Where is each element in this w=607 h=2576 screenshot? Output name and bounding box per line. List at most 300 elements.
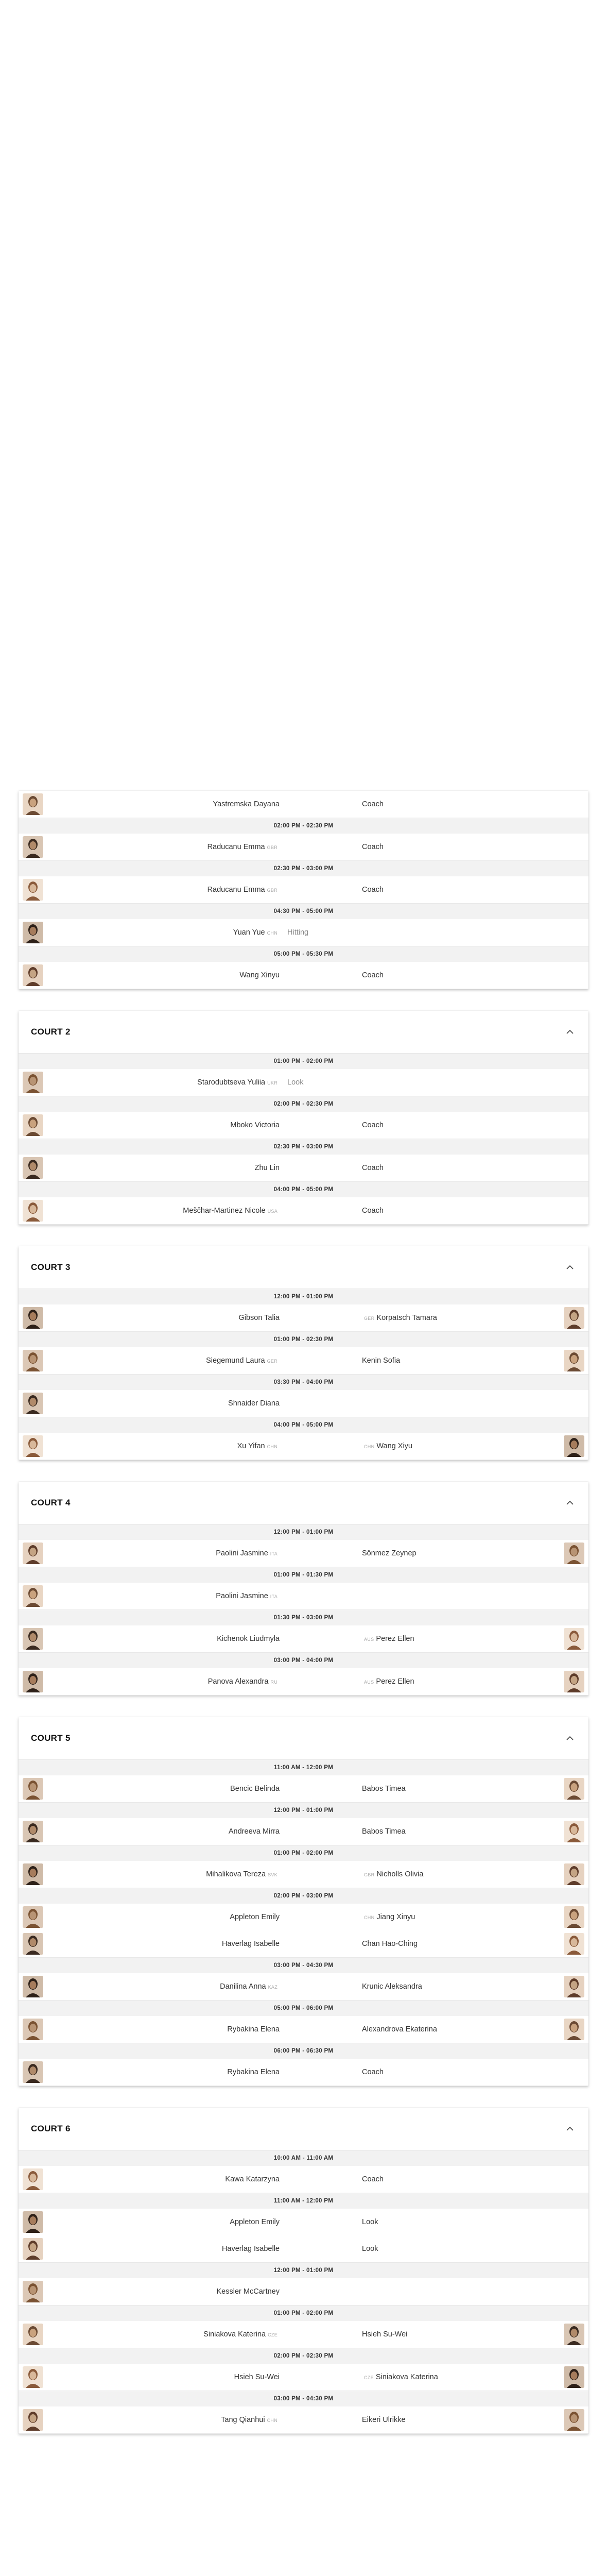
player-right[interactable]	[362, 1930, 418, 1957]
player-left[interactable]	[183, 1197, 280, 1224]
player-right[interactable]	[362, 1155, 384, 1181]
player-right[interactable]	[362, 2364, 438, 2391]
player-avatar[interactable]	[23, 1072, 43, 1093]
nationality-code: CHN	[364, 1915, 375, 1920]
nationality-code: CZE	[268, 2332, 278, 2337]
booking-line	[19, 1668, 588, 1695]
player-right[interactable]	[362, 2406, 406, 2433]
booking-row[interactable]	[19, 1973, 588, 2001]
nationality-code: SVK	[268, 1872, 278, 1877]
booking-line	[19, 2166, 588, 2193]
booking-line	[19, 834, 588, 860]
booking-row[interactable]	[19, 2209, 588, 2263]
time-slot: 02:00 PM - 02:30 PM	[19, 2348, 588, 2364]
nationality-code: CZE	[364, 2375, 374, 2380]
player-name: Kenin Sofia	[362, 1357, 401, 1365]
player-name: Raducanu Emma	[207, 886, 265, 894]
court-header[interactable]	[19, 2108, 588, 2150]
player-name: Paolini Jasmine	[216, 1592, 268, 1600]
court-header[interactable]	[19, 1011, 588, 1054]
player-right[interactable]	[362, 1304, 437, 1331]
player-avatar[interactable]	[564, 1350, 584, 1371]
player-name: Siniakova Katerina	[375, 2373, 438, 2381]
time-slot: 01:00 PM - 02:30 PM	[19, 1332, 588, 1347]
player-right[interactable]	[362, 2059, 384, 2086]
nationality-code: CHN	[267, 930, 278, 936]
player-left[interactable]	[197, 1069, 280, 1096]
player-avatar[interactable]	[23, 1114, 43, 1136]
court-card	[19, 1246, 588, 1460]
booking-row[interactable]	[19, 1069, 588, 1096]
booking-row[interactable]	[19, 1390, 588, 1417]
time-slot: 01:00 PM - 02:00 PM	[19, 1845, 588, 1861]
player-right[interactable]	[362, 1668, 414, 1695]
player-avatar[interactable]	[564, 1933, 584, 1955]
time-slot: 06:00 PM - 06:30 PM	[19, 2043, 588, 2059]
player-left[interactable]	[233, 919, 280, 946]
player-name: Tang Qianhui	[221, 2416, 265, 2424]
player-name: Coach	[362, 2068, 384, 2076]
booking-line	[19, 1390, 588, 1417]
booking-row[interactable]	[19, 791, 588, 818]
player-left[interactable]	[229, 1818, 280, 1845]
time-slot: 01:00 PM - 02:00 PM	[19, 2306, 588, 2321]
player-avatar[interactable]	[23, 2281, 43, 2302]
player-right[interactable]	[362, 1904, 415, 1930]
player-right[interactable]	[362, 791, 384, 818]
player-avatar[interactable]	[23, 1628, 43, 1650]
court-header[interactable]	[19, 1246, 588, 1289]
player-name: Nicholls Olivia	[376, 1870, 424, 1878]
player-name: Haverlag Isabelle	[221, 2245, 280, 2253]
chevron-up-icon[interactable]	[565, 1262, 575, 1273]
nationality-code: AUS	[364, 1637, 374, 1642]
nationality-code: GBR	[267, 845, 278, 850]
booking-row[interactable]	[19, 1197, 588, 1225]
player-right[interactable]	[362, 1112, 384, 1139]
time-slot: 05:00 PM - 06:00 PM	[19, 2001, 588, 2016]
booking-row[interactable]	[19, 1540, 588, 1567]
booking-line	[19, 1583, 588, 1609]
player-name: Siegemund Laura	[206, 1357, 265, 1365]
player-name: Kichenok Liudmyla	[217, 1635, 280, 1643]
time-slot: 12:00 PM - 01:00 PM	[19, 1524, 588, 1540]
player-name: Yuan Yue	[233, 928, 265, 937]
booking-line	[19, 1347, 588, 1374]
player-left[interactable]	[238, 1304, 280, 1331]
player-name: Paolini Jasmine	[216, 1549, 268, 1557]
player-name: Kawa Katarzyna	[225, 2175, 280, 2183]
booking-row[interactable]	[19, 919, 588, 946]
player-name: Hsieh Su-Wei	[234, 2373, 280, 2381]
nationality-code: UKR	[267, 1080, 278, 1086]
player-left[interactable]	[225, 2166, 280, 2193]
booking-line	[19, 1973, 588, 2000]
player-name: Coach	[362, 843, 384, 851]
court-header[interactable]	[19, 1482, 588, 1524]
booking-line	[19, 1197, 588, 1224]
player-name: Kessler McCartney	[216, 2287, 280, 2296]
player-avatar[interactable]	[564, 2366, 584, 2388]
chevron-up-icon[interactable]	[565, 2124, 575, 2134]
player-right[interactable]	[362, 876, 384, 903]
player-avatar[interactable]	[564, 1435, 584, 1457]
player-left[interactable]	[216, 1540, 280, 1567]
player-avatar[interactable]	[23, 1821, 43, 1842]
player-avatar[interactable]	[23, 1976, 43, 1997]
player-avatar[interactable]	[23, 1863, 43, 1885]
booking-row[interactable]	[19, 1433, 588, 1460]
player-name: Andreeva Mirra	[228, 1827, 280, 1836]
booking-line	[19, 962, 588, 989]
player-right[interactable]	[362, 2235, 378, 2262]
court-title: COURT 2	[31, 1027, 71, 1037]
player-avatar[interactable]	[564, 2019, 584, 2040]
player-left[interactable]	[206, 1861, 280, 1888]
player-left[interactable]	[213, 791, 280, 818]
player-name: Coach	[362, 1164, 384, 1172]
player-left[interactable]	[222, 2235, 280, 2262]
court-title: COURT 3	[31, 1262, 71, 1272]
nationality-code: USA	[267, 1209, 278, 1214]
player-left[interactable]	[217, 2278, 280, 2305]
booking-row[interactable]	[19, 1625, 588, 1653]
player-avatar[interactable]	[23, 1157, 43, 1179]
time-slot: 02:30 PM - 03:00 PM	[19, 1139, 588, 1155]
player-right[interactable]	[362, 1861, 423, 1888]
court-card	[19, 2108, 588, 2434]
player-name: Bencic Belinda	[230, 1785, 280, 1793]
player-right[interactable]	[362, 2016, 437, 2043]
booking-line	[19, 919, 588, 946]
booking-line	[19, 1433, 588, 1460]
player-left[interactable]	[239, 962, 280, 989]
player-name: Krunic Aleksandra	[362, 1982, 422, 1991]
court-card	[19, 791, 588, 989]
player-avatar[interactable]	[23, 1778, 43, 1800]
player-left[interactable]	[255, 1155, 280, 1181]
booking-row[interactable]	[19, 1304, 588, 1332]
player-right[interactable]	[362, 2209, 378, 2235]
player-name: Perez Ellen	[376, 1677, 414, 1686]
player-left[interactable]	[227, 2059, 280, 2086]
booking-row[interactable]	[19, 1775, 588, 1803]
time-slot: 12:00 PM - 01:00 PM	[19, 1803, 588, 1818]
player-right[interactable]	[362, 962, 384, 989]
session-type-label: Look	[287, 1078, 304, 1087]
player-name: Xu Yifan	[237, 1442, 265, 1450]
player-name: Rybakina Elena	[227, 2068, 280, 2076]
player-name: Jiang Xinyu	[376, 1913, 415, 1921]
player-right[interactable]	[362, 834, 384, 860]
chevron-up-icon[interactable]	[565, 1027, 575, 1037]
booking-line	[19, 1625, 588, 1652]
nationality-code: GBR	[267, 888, 278, 893]
time-slot: 12:00 PM - 01:00 PM	[19, 2263, 588, 2278]
player-right[interactable]	[362, 1347, 400, 1374]
player-name: Chan Hao-Ching	[362, 1940, 418, 1948]
player-name: Siniakova Katerina	[203, 2330, 266, 2338]
player-avatar[interactable]	[23, 2366, 43, 2388]
player-left[interactable]	[203, 2321, 280, 2348]
player-name: Babos Timea	[362, 1785, 406, 1793]
booking-line	[19, 2364, 588, 2391]
player-avatar[interactable]	[23, 1543, 43, 1564]
time-slot: 04:30 PM - 05:00 PM	[19, 904, 588, 919]
nationality-code: ITA	[270, 1551, 278, 1556]
time-slot: 12:00 PM - 01:00 PM	[19, 1289, 588, 1304]
booking-line	[19, 2406, 588, 2433]
player-name: Look	[362, 2245, 378, 2253]
player-avatar[interactable]	[23, 1200, 43, 1222]
time-slot: 02:30 PM - 03:00 PM	[19, 861, 588, 876]
player-left[interactable]	[217, 1625, 280, 1652]
time-slot: 11:00 AM - 12:00 PM	[19, 2193, 588, 2209]
player-name: Raducanu Emma	[207, 843, 265, 851]
player-right[interactable]	[362, 1197, 384, 1224]
player-name: Starodubtseva Yuliia	[197, 1078, 266, 1087]
booking-row[interactable]	[19, 1818, 588, 1845]
player-right[interactable]	[362, 1973, 422, 2000]
player-name: Zhu Lin	[254, 1164, 280, 1172]
nationality-code: GER	[364, 1316, 375, 1321]
player-name: Coach	[362, 1121, 384, 1129]
court-card	[19, 1717, 588, 2086]
player-left[interactable]	[228, 1390, 280, 1417]
booking-row[interactable]	[19, 1583, 588, 1610]
court-title: COURT 5	[31, 1733, 71, 1743]
player-left[interactable]	[230, 2209, 280, 2235]
booking-line	[19, 1540, 588, 1567]
player-left[interactable]	[216, 1583, 280, 1609]
player-avatar[interactable]	[564, 2409, 584, 2431]
player-avatar[interactable]	[23, 1906, 43, 1928]
player-name: Eikeri Ulrikke	[362, 2416, 406, 2424]
booking-line	[19, 2321, 588, 2348]
time-slot: 01:00 PM - 01:30 PM	[19, 1567, 588, 1583]
player-avatar[interactable]	[23, 1393, 43, 1414]
player-left[interactable]	[234, 2364, 280, 2391]
time-slot: 02:00 PM - 02:30 PM	[19, 818, 588, 834]
court-schedule	[0, 791, 607, 2455]
booking-line	[19, 1304, 588, 1331]
nationality-code: CHN	[267, 1444, 278, 1449]
player-avatar[interactable]	[23, 964, 43, 986]
player-avatar[interactable]	[23, 1933, 43, 1955]
player-right[interactable]	[362, 1818, 406, 1845]
player-name: Panova Alexandra	[207, 1677, 269, 1686]
player-name: Perez Ellen	[376, 1635, 414, 1643]
court-title: COURT 6	[31, 2124, 71, 2133]
player-left[interactable]	[227, 2016, 280, 2043]
booking-row[interactable]	[19, 2406, 588, 2434]
player-name: Appleton Emily	[230, 2218, 280, 2226]
booking-row[interactable]	[19, 2278, 588, 2306]
booking-line	[19, 2235, 588, 2262]
player-name: Coach	[362, 971, 384, 979]
booking-line	[19, 1069, 588, 1096]
player-left[interactable]	[230, 1775, 280, 1802]
player-left[interactable]	[207, 834, 280, 860]
player-name: Wang Xinyu	[239, 971, 280, 979]
player-name: Haverlag Isabelle	[221, 1940, 280, 1948]
booking-row[interactable]	[19, 1668, 588, 1696]
player-left[interactable]	[220, 1973, 280, 2000]
booking-line	[19, 1112, 588, 1139]
booking-line	[19, 1930, 588, 1957]
player-name: Coach	[362, 886, 384, 894]
player-name: Gibson Talia	[238, 1314, 280, 1322]
booking-line	[19, 2209, 588, 2235]
booking-row[interactable]	[19, 1904, 588, 1958]
player-right[interactable]	[362, 1433, 412, 1460]
time-slot: 04:00 PM - 05:00 PM	[19, 1182, 588, 1197]
player-left[interactable]	[221, 2406, 280, 2433]
session-type-label: Hitting	[287, 928, 309, 937]
player-avatar[interactable]	[23, 2168, 43, 2190]
player-left[interactable]	[237, 1433, 280, 1460]
player-avatar[interactable]	[23, 879, 43, 901]
player-avatar[interactable]	[564, 1671, 584, 1692]
time-slot: 03:00 PM - 04:30 PM	[19, 2391, 588, 2406]
player-left[interactable]	[208, 1668, 280, 1695]
time-slot: 03:00 PM - 04:00 PM	[19, 1653, 588, 1668]
booking-line	[19, 1155, 588, 1181]
player-avatar[interactable]	[23, 836, 43, 858]
time-slot: 10:00 AM - 11:00 AM	[19, 2150, 588, 2166]
player-right[interactable]	[362, 1775, 406, 1802]
time-slot: 02:00 PM - 03:00 PM	[19, 1888, 588, 1904]
player-avatar[interactable]	[564, 1778, 584, 1800]
player-name: Alexandrova Ekaterina	[362, 2025, 437, 2033]
player-avatar[interactable]	[564, 1821, 584, 1842]
player-name: Rybakina Elena	[227, 2025, 280, 2033]
nationality-code: GBR	[364, 1872, 375, 1877]
booking-line	[19, 876, 588, 903]
player-avatar[interactable]	[23, 922, 43, 943]
booking-line	[19, 2016, 588, 2043]
player-left[interactable]	[207, 876, 280, 903]
player-right[interactable]	[362, 2166, 384, 2193]
time-slot: 03:00 PM - 04:30 PM	[19, 1958, 588, 1973]
time-slot: 11:00 AM - 12:00 PM	[19, 1760, 588, 1775]
time-slot: 03:30 PM - 04:00 PM	[19, 1375, 588, 1390]
player-name: Coach	[362, 800, 384, 808]
booking-row[interactable]	[19, 834, 588, 861]
time-slot: 01:00 PM - 02:00 PM	[19, 1054, 588, 1069]
booking-row[interactable]	[19, 2016, 588, 2043]
booking-line	[19, 1775, 588, 1802]
booking-row[interactable]	[19, 962, 588, 989]
player-left[interactable]	[222, 1930, 280, 1957]
player-avatar[interactable]	[564, 1976, 584, 1997]
player-avatar[interactable]	[23, 2409, 43, 2431]
player-avatar[interactable]	[23, 1350, 43, 1371]
booking-line	[19, 2059, 588, 2086]
nationality-code: KAZ	[268, 1985, 278, 1990]
court-header[interactable]	[19, 1717, 588, 1760]
player-avatar[interactable]	[23, 2238, 43, 2260]
player-left[interactable]	[206, 1347, 280, 1374]
nationality-code: RU	[270, 1680, 278, 1685]
player-right[interactable]	[362, 2321, 407, 2348]
booking-line	[19, 2278, 588, 2305]
booking-line	[19, 1818, 588, 1845]
nationality-code: AUS	[364, 1680, 374, 1685]
player-name: Yastremska Dayana	[213, 800, 280, 808]
player-left[interactable]	[230, 1112, 280, 1139]
player-name: Babos Timea	[362, 1827, 406, 1836]
player-avatar[interactable]	[23, 2061, 43, 2083]
player-avatar[interactable]	[23, 2019, 43, 2040]
time-slot: 04:00 PM - 05:00 PM	[19, 1417, 588, 1433]
nationality-code: CHN	[267, 2418, 278, 2423]
booking-row[interactable]	[19, 1347, 588, 1375]
booking-line	[19, 1861, 588, 1888]
player-left[interactable]	[230, 1904, 280, 1930]
player-avatar[interactable]	[23, 2324, 43, 2345]
time-slot: 02:00 PM - 02:30 PM	[19, 1096, 588, 1112]
player-name: Sönmez Zeynep	[362, 1549, 417, 1557]
player-name: Appleton Emily	[230, 1913, 280, 1921]
nationality-code: CHN	[364, 1444, 375, 1449]
court-title: COURT 4	[31, 1498, 71, 1507]
player-avatar[interactable]	[564, 2324, 584, 2345]
player-avatar[interactable]	[23, 1435, 43, 1457]
player-right[interactable]	[362, 1625, 414, 1652]
time-slot: 01:30 PM - 03:00 PM	[19, 1610, 588, 1625]
booking-row[interactable]	[19, 1112, 588, 1139]
player-name: Hsieh Su-Wei	[362, 2330, 408, 2338]
chevron-up-icon[interactable]	[565, 1498, 575, 1508]
player-avatar[interactable]	[564, 1906, 584, 1928]
player-avatar[interactable]	[564, 1543, 584, 1564]
booking-line	[19, 1904, 588, 1930]
booking-row[interactable]	[19, 2059, 588, 2086]
player-right[interactable]	[362, 1540, 417, 1567]
player-name: Mihalikova Tereza	[206, 1870, 266, 1878]
player-avatar[interactable]	[23, 2211, 43, 2233]
player-name: Korpatsch Tamara	[376, 1314, 437, 1322]
booking-row[interactable]	[19, 1861, 588, 1888]
player-name: Danilina Anna	[220, 1982, 266, 1991]
player-avatar[interactable]	[564, 1628, 584, 1650]
player-avatar[interactable]	[23, 1671, 43, 1692]
player-name: Mboko Victoria	[230, 1121, 280, 1129]
court-card	[19, 1011, 588, 1225]
player-avatar[interactable]	[23, 793, 43, 815]
court-card	[19, 1482, 588, 1696]
nationality-code: GER	[267, 1359, 278, 1364]
player-name: Coach	[362, 1207, 384, 1215]
player-name: Shnaider Diana	[228, 1399, 280, 1408]
player-name: Look	[362, 2218, 378, 2226]
nationality-code: ITA	[270, 1594, 278, 1599]
booking-row[interactable]	[19, 1155, 588, 1182]
player-avatar[interactable]	[564, 1863, 584, 1885]
booking-row[interactable]	[19, 2166, 588, 2193]
player-avatar[interactable]	[23, 1585, 43, 1607]
time-slot: 05:00 PM - 05:30 PM	[19, 946, 588, 962]
booking-row[interactable]	[19, 2364, 588, 2391]
player-name: Wang Xiyu	[376, 1442, 412, 1450]
player-avatar[interactable]	[23, 1307, 43, 1329]
chevron-up-icon[interactable]	[565, 1733, 575, 1743]
booking-row[interactable]	[19, 2321, 588, 2348]
booking-row[interactable]	[19, 876, 588, 904]
player-avatar[interactable]	[564, 1307, 584, 1329]
booking-line	[19, 791, 588, 818]
